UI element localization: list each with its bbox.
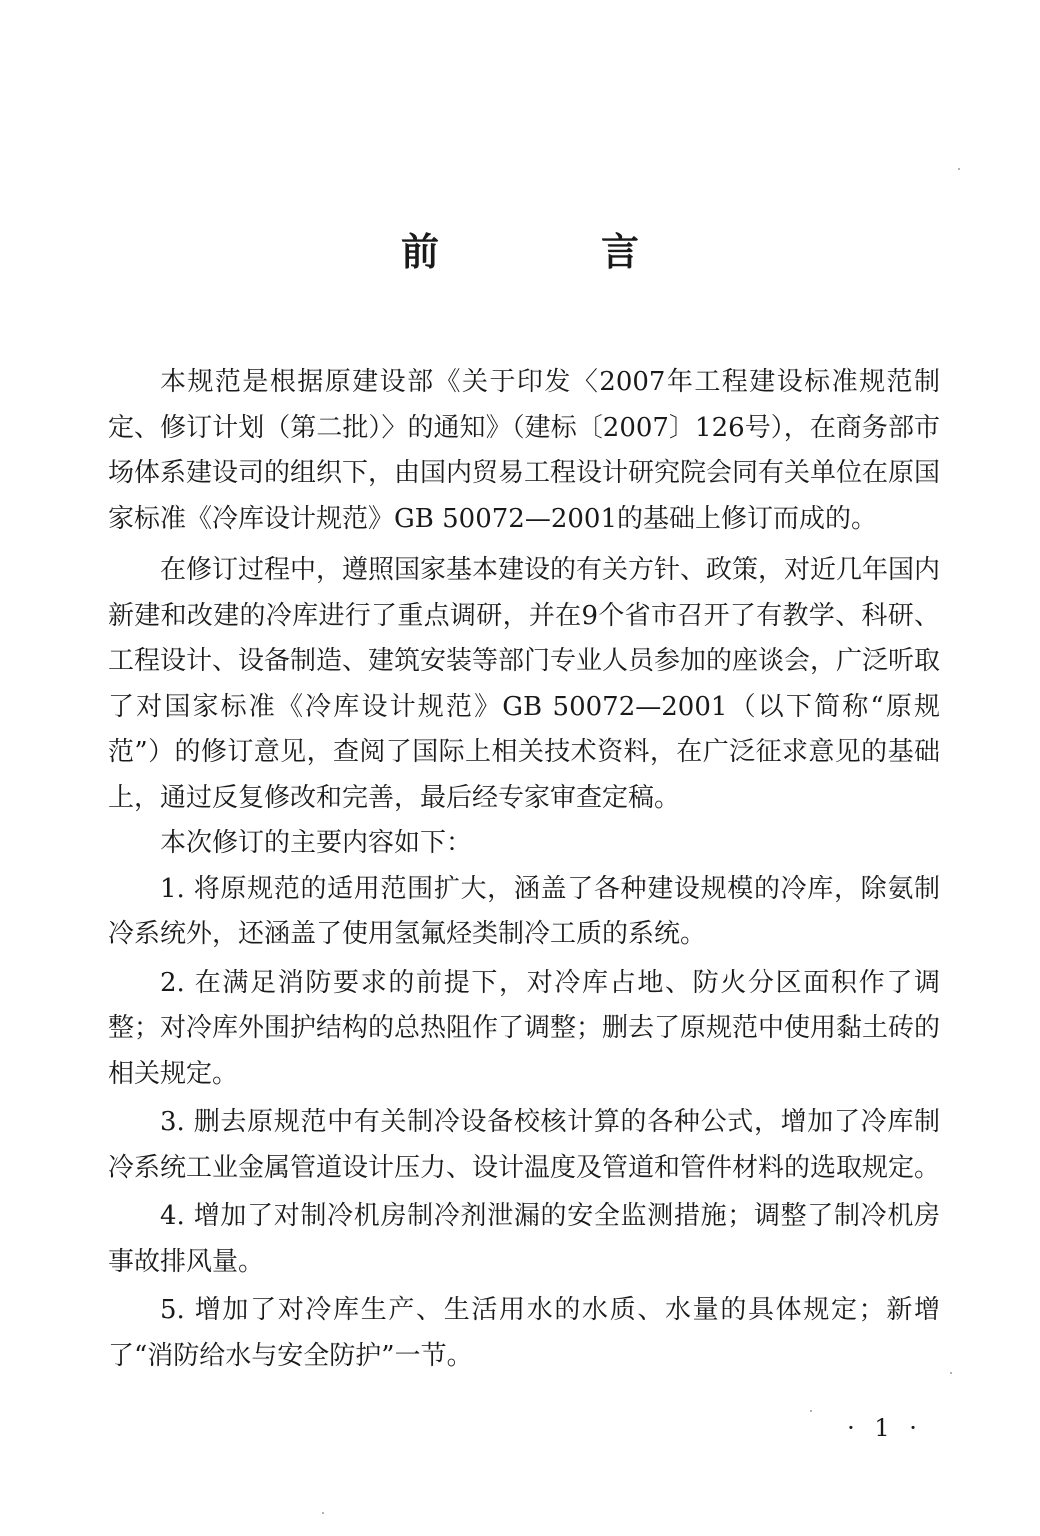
- page-title: 前 言: [400, 230, 701, 274]
- paragraph-revision-process: 在修订过程中，遵照国家基本建设的有关方针、政策，对近几年国内新建和改建的冷库进行了重点调研，并在9个省市召开了有教学、科研、工程设计、设备制造、建筑安装等部门专业人员参加的座谈会，广泛听取了对国家标准《冷库设计规范》GB 50072—2001（以下简称“原规范”）的修订意见，查阅了国际上相关技术资料，在广泛征求意见的基础上，通过反复修改和完善，最后经专家审查定稿。: [108, 555, 941, 813]
- scan-speck: [810, 1410, 812, 1412]
- paragraph-intro: 本规范是根据原建设部《关于印发〈2007年工程建设标准规范制定、修订计划（第二批）〉的通知》（建标〔2007〕126号），在商务部市场体系建设司的组织下，由国内贸易工程设计研究院会同有关单位在原国家标准《冷库设计规范》GB 50072—2001的基础上修订而成的。: [108, 367, 941, 534]
- page-number: · 1 ·: [847, 1414, 923, 1442]
- list-item-4: 4. 增加了对制冷机房制冷剂泄漏的安全监测措施；调整了制冷机房事故排风量。: [108, 1201, 940, 1277]
- preface-body: [108, 360, 940, 1379]
- scan-speck: [958, 168, 960, 170]
- list-item-3: 3. 删去原规范中有关制冷设备校核计算的各种公式，增加了冷库制冷系统工业金属管道设计压力、设计温度及管道和管件材料的选取规定。: [108, 1107, 941, 1183]
- scan-speck: [950, 1372, 952, 1374]
- list-item-1: 1. 将原规范的适用范围扩大，涵盖了各种建设规模的冷库，除氨制冷系统外，还涵盖了使用氢氟烃类制冷工质的系统。: [108, 873, 940, 949]
- list-item-2: 2. 在满足消防要求的前提下，对冷库占地、防火分区面积作了调整；对冷库外围护结构的总热阻作了调整；删去了原规范中使用黏土砖的相关规定。: [108, 967, 941, 1089]
- paragraph-main-contents: 本次修订的主要内容如下：: [160, 828, 473, 858]
- scan-speck: [322, 1512, 324, 1514]
- list-item-5: 5. 增加了对冷库生产、生活用水的水质、水量的具体规定；新增了“消防给水与安全防护”一节。: [108, 1295, 940, 1371]
